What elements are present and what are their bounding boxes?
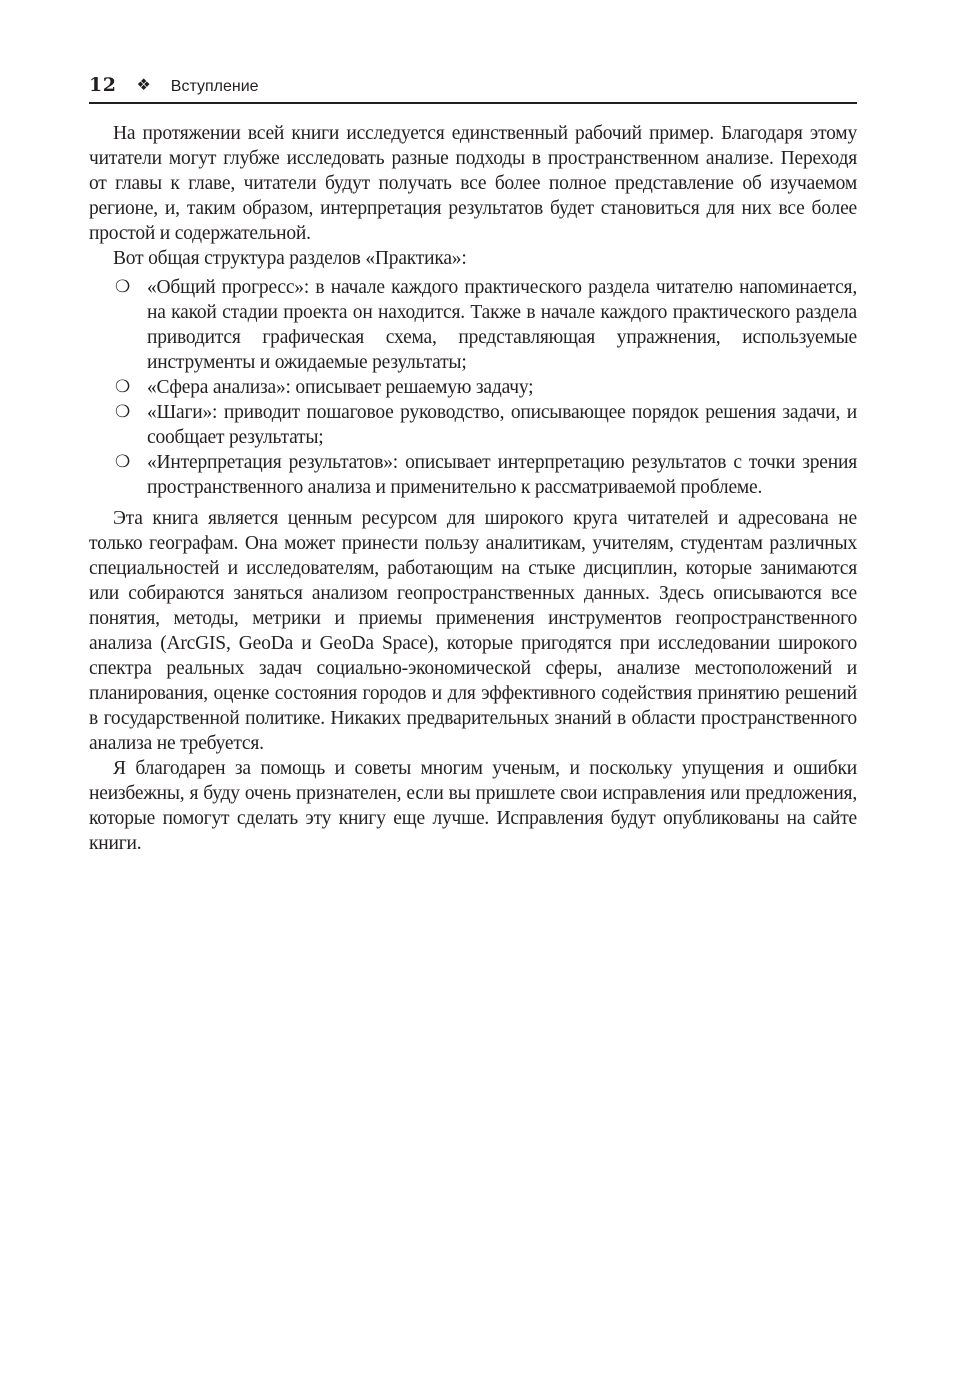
list-item-text: «Шаги»: приводит пошаговое руководство, описывающее порядок решения задачи, и сообщает результаты; <box>147 402 857 448</box>
list-item-text: «Общий прогресс»: в начале каждого практического раздела читателю напоминается, на какой стадии проекта он находится. Также в начале каждого практического раздела приводится графическая схема, представляющая упражнения, используемые инструменты и ожидаемые результаты; <box>147 277 857 373</box>
paragraph-acknowledgements: Я благодарен за помощь и советы многим ученым, и поскольку упущения и ошибки неизбежны, я буду очень признателен, если вы пришлете свои исправления или предложения, которые помогут сделать эту книгу еще лучше. Исправления будут опубликованы на сайте книги. <box>89 758 857 854</box>
circle-bullet-icon: ❍ <box>115 377 131 397</box>
list-item <box>89 275 857 375</box>
book-page <box>89 74 857 856</box>
page-number: 12 <box>89 74 117 96</box>
paragraph-intro: На протяжении всей книги исследуется единственный рабочий пример. Благодаря этому читатели могут глубже исследовать разные подходы в пространственном анализе. Переходя от главы к главе, читатели будут получать все более полное представление об изучаемом регионе, и, таким образом, интерпретация результатов будет становиться для них все более простой и содержательной. <box>89 123 857 244</box>
list-item-text: «Интерпретация результатов»: описывает интерпретацию результатов с точки зрения пространственного анализа и применительно к рассматриваемой проблеме. <box>147 452 857 498</box>
circle-bullet-icon: ❍ <box>115 452 131 472</box>
list-item-text: «Сфера анализа»: описывает решаемую задачу; <box>147 377 534 398</box>
paragraph-audience: Эта книга является ценным ресурсом для широкого круга читателей и адресована не только географам. Она может принести пользу аналитикам, учителям, студентам различных специальностей и исследователям, работающим на стыке дисциплин, которые занимаются или собираются заняться анализом геопространственных данных. Здесь описываются все понятия, методы, метрики и приемы применения инструментов геопространственного анализа (ArcGIS, GeoDa и GeoDa Space), которые пригодятся при исследовании широкого спектра реальных задач социально-экономической сферы, анализе местоположений и планирования, оценке состояния городов и для эффективного содействия принятию решений в государственной политике. Никаких предварительных знаний в области пространственного анализа не требуется. <box>89 508 857 754</box>
page-content <box>89 121 857 856</box>
list-item <box>89 375 857 400</box>
running-title: Вступление <box>170 78 259 95</box>
running-header <box>89 74 857 104</box>
list-item <box>89 450 857 500</box>
practice-structure-list <box>89 275 857 500</box>
list-item <box>89 400 857 450</box>
ornament-icon: ❖ <box>136 75 151 94</box>
paragraph-structure-lead: Вот общая структура разделов «Практика»: <box>113 248 467 269</box>
circle-bullet-icon: ❍ <box>115 277 131 297</box>
circle-bullet-icon: ❍ <box>115 402 131 422</box>
